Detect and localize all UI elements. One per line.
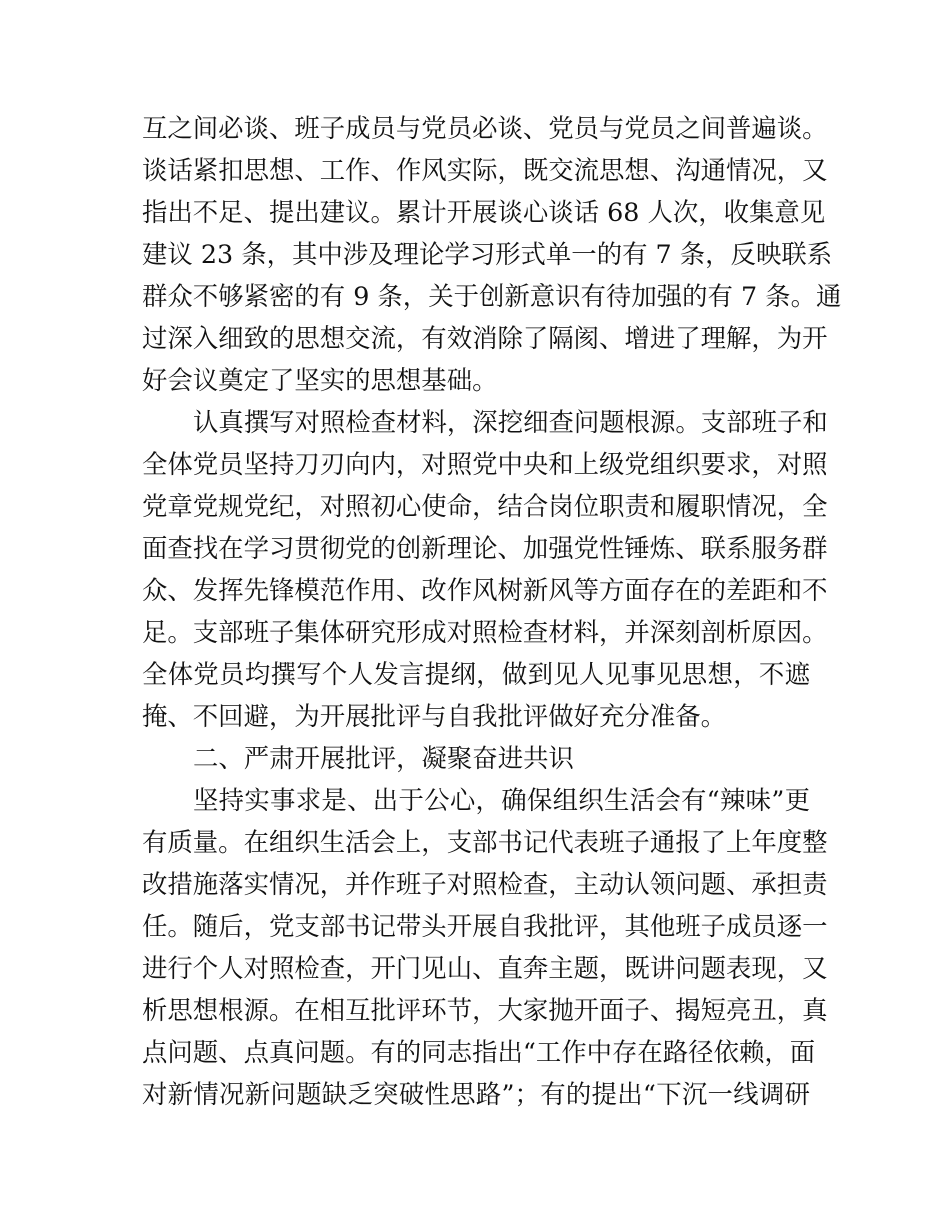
text-line: 互之间必谈、班子成员与党员必谈、党员与党员之间普遍谈。 xyxy=(142,113,828,143)
section-heading-text: 二、严肃开展批评，凝聚奋进共识 xyxy=(193,743,574,773)
text-line: 指出不足、提出建议。累计开展谈心谈话 68 人次，收集意见 xyxy=(142,197,826,227)
text-line: 进行个人对照检查，开门见山、直奔主题，既讲问题表现，又 xyxy=(142,953,828,983)
text-line: 众、发挥先锋模范作用、改作风树新风等方面存在的差距和不 xyxy=(142,575,828,605)
text-line: 全体党员均撰写个人发言提纲，做到见人见事见思想，不遮 xyxy=(142,659,810,689)
text-line: 坚持实事求是、出于公心，确保组织生活会有“辣味”更 xyxy=(193,785,810,815)
text-line: 足。支部班子集体研究形成对照检查材料，并深刻剖析原因。 xyxy=(142,617,828,647)
text-line: 谈话紧扣思想、工作、作风实际，既交流思想、沟通情况，又 xyxy=(142,155,828,185)
text-line: 改措施落实情况，并作班子对照检查，主动认领问题、承担责 xyxy=(142,869,828,899)
section-heading xyxy=(142,737,810,779)
text-line: 认真撰写对照检查材料，深挖细查问题根源。支部班子和 xyxy=(193,407,828,437)
text-line: 过深入细致的思想交流，有效消除了隔阂、增进了理解，为开 xyxy=(142,323,828,353)
text-line: 面查找在学习贯彻党的创新理论、加强党性锤炼、联系服务群 xyxy=(142,533,828,563)
document-page xyxy=(142,107,842,1115)
text-line: 群众不够紧密的有 9 条，关于创新意识有待加强的有 7 条。通 xyxy=(142,281,842,311)
text-line: 全体党员坚持刀刃向内，对照党中央和上级党组织要求，对照 xyxy=(142,449,828,479)
text-line: 点问题、点真问题。有的同志指出“工作中存在路径依赖，面 xyxy=(142,1037,816,1067)
text-line: 对新情况新问题缺乏突破性思路”；有的提出“下沉一线调研 xyxy=(142,1079,810,1109)
text-line: 有质量。在组织生活会上，支部书记代表班子通报了上年度整 xyxy=(142,827,828,857)
text-line: 掩、不回避，为开展批评与自我批评做好充分准备。 xyxy=(142,701,726,731)
paragraph-talks-summary xyxy=(142,107,842,401)
paragraph-self-check-materials xyxy=(142,401,828,737)
paragraph-criticism-session xyxy=(142,779,828,1115)
text-line: 任。随后，党支部书记带头开展自我批评，其他班子成员逐一 xyxy=(142,911,828,941)
text-line: 好会议奠定了坚实的思想基础。 xyxy=(142,365,498,395)
text-line: 析思想根源。在相互批评环节，大家抛开面子、揭短亮丑，真 xyxy=(142,995,828,1025)
text-line: 建议 23 条，其中涉及理论学习形式单一的有 7 条，反映联系 xyxy=(142,239,833,269)
text-line: 党章党规党纪，对照初心使命，结合岗位职责和履职情况，全 xyxy=(142,491,828,521)
